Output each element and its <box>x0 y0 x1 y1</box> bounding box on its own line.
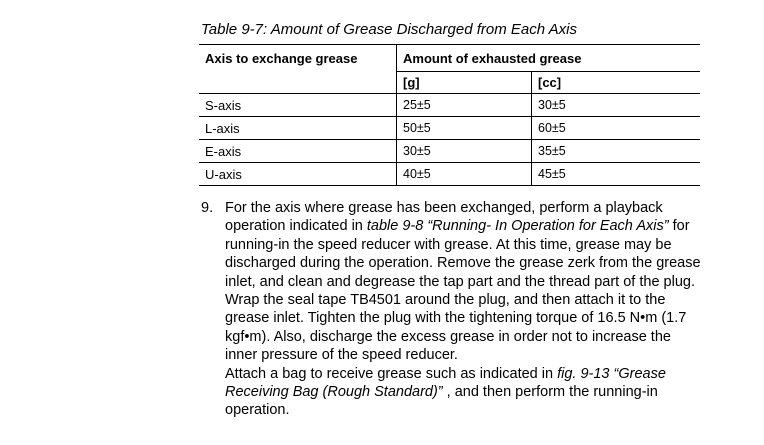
table-row <box>199 140 700 163</box>
step-body <box>225 199 701 420</box>
amount-column-header: Amount of exhausted grease <box>397 45 701 72</box>
step-paragraph <box>225 365 701 420</box>
step-paragraph <box>225 199 701 365</box>
axis-cell: U-axis <box>199 163 397 186</box>
table-row <box>199 94 700 117</box>
unit-g-header: [g] <box>397 72 532 94</box>
step-text: Attach a bag to receive grease such as indicated in <box>225 365 558 382</box>
unit-cc-header: [cc] <box>532 72 701 94</box>
cc-cell: 60±5 <box>532 117 701 140</box>
cc-cell: 35±5 <box>532 140 701 163</box>
grams-cell: 25±5 <box>397 94 532 117</box>
table-row <box>199 117 700 140</box>
figure-reference: fig. 9-13 “Grease Receiving Bag (Rough Standard)” <box>225 365 666 401</box>
axis-subheader-blank <box>199 72 397 94</box>
procedure-step <box>201 199 701 420</box>
step-number: 9. <box>201 200 214 216</box>
step-text: for running-in the speed reducer with grease. At this time, grease may be discharged during the operation. Remove the grease zerk from the grease inlet, and clean and degrease the tap part and the thread part of the plug. Wrap the seal tape TB4501 around the plug, and then attach it to the grease inlet. Tighten the plug with the tightening torque of 16.5 N•m (1.7 kgf•m). Also, discharge the excess grease in order not to increase the inner pressure of the speed reducer. <box>225 218 701 364</box>
step-text: For the axis where grease has been exchanged, perform a playback operation indicated in <box>225 200 663 235</box>
step-text: , and then perform the running-in operation. <box>225 384 658 419</box>
axis-cell: E-axis <box>199 140 397 163</box>
cc-cell: 30±5 <box>532 94 701 117</box>
grams-cell: 40±5 <box>397 163 532 186</box>
grams-cell: 50±5 <box>397 117 532 140</box>
grease-discharge-table <box>199 44 700 186</box>
table-reference: table 9-8 “Running- In Operation for Each Axis” <box>366 218 669 235</box>
axis-column-header: Axis to exchange grease <box>199 45 397 72</box>
table-caption: Table 9-7: Amount of Grease Discharged from Each Axis <box>201 21 578 38</box>
cc-cell: 45±5 <box>532 163 701 186</box>
axis-cell: S-axis <box>199 94 397 117</box>
table-row <box>199 163 700 186</box>
grams-cell: 30±5 <box>397 140 532 163</box>
axis-cell: L-axis <box>199 117 397 140</box>
